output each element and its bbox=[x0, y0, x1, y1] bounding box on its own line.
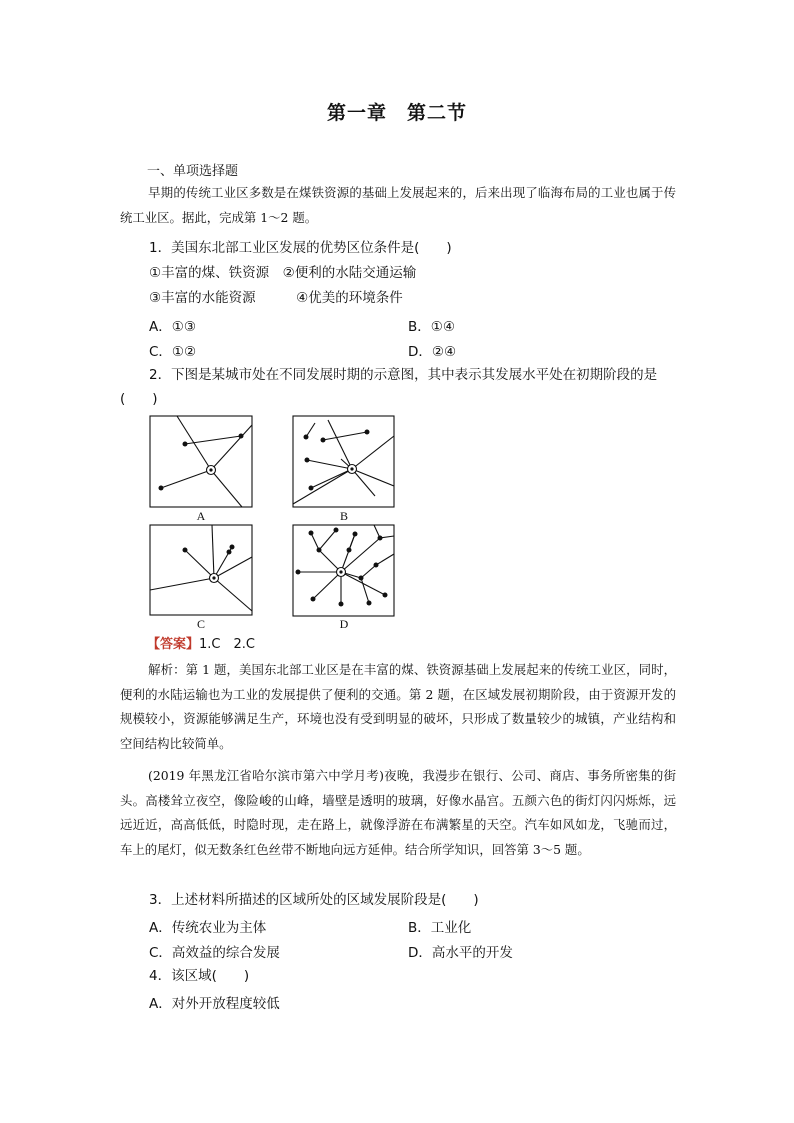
passage-paragraph bbox=[120, 764, 676, 862]
question-3-option-d: D．高水平的开发 bbox=[408, 945, 513, 961]
answer-label: 【答案】 bbox=[147, 637, 200, 652]
panel-c-frame bbox=[150, 525, 252, 615]
question-1-option-b: B．①④ bbox=[408, 319, 455, 335]
passage-text: (2019 年黑龙江省哈尔滨市第六中学月考)夜晚，我漫步在银行、公司、商店、事务所密集的街头。高楼耸立夜空，像险峻的山峰，墙壁是透明的玻璃，好像水晶宫。五颜六色的街灯闪闪烁烁，远远近近，高高低低，时隐时现，走在路上，就像浮游在布满繁星的天空。汽车如风如龙，飞驰而过，车上的尾灯，似无数条红色丝带不断地向远方延伸。结合所学知识，回答第 3～5 题。 bbox=[120, 768, 676, 857]
question-1-option-d: D．②④ bbox=[408, 344, 457, 360]
explanation-paragraph bbox=[120, 658, 676, 756]
panel-c-label: C bbox=[196, 617, 206, 631]
question-4-option-a: A．对外开放程度较低 bbox=[149, 996, 280, 1012]
question-2-stem: 2．下图是某城市处在不同发展时期的示意图，其中表示其发展水平处在初期阶段的是 bbox=[149, 367, 658, 383]
question-1-option-a: A．①③ bbox=[149, 319, 196, 335]
panel-a-label: A bbox=[196, 509, 206, 523]
question-3-option-b: B．工业化 bbox=[408, 920, 472, 936]
question-1-option-c: C．①② bbox=[149, 344, 197, 360]
explanation-text: 解析：第 1 题，美国东北部工业区是在丰富的煤、铁资源基础上发展起来的传统工业区，同时，便利的水陆运输也为工业的发展提供了便利的交通。第 2 题，在区域发展初期阶段，由于资源开发的规模较小，资源能够满足生产，环境也没有受到明显的破坏，只形成了数量较少的城镇，产业结构和空间结构比较简单。 bbox=[120, 662, 676, 751]
intro-paragraph bbox=[120, 181, 676, 230]
question-2-stem-bracket: ( ) bbox=[120, 391, 158, 407]
question-1-stem: 1．美国东北部工业区发展的优势区位条件是( ) bbox=[149, 240, 452, 256]
question-3-stem: 3．上述材料所描述的区域所处的区域发展阶段是( ) bbox=[149, 892, 479, 908]
question-4-stem: 4．该区域( ) bbox=[149, 968, 250, 984]
question-1-item-line-2: ③丰富的水能资源 ④优美的环境条件 bbox=[149, 290, 403, 306]
panel-d-label: D bbox=[339, 617, 349, 631]
question-3-option-c: C．高效益的综合发展 bbox=[149, 945, 280, 961]
panel-b-label: B bbox=[339, 509, 349, 523]
question-1-item-line-1: ①丰富的煤、铁资源 ②便利的水陆交通运输 bbox=[149, 265, 417, 281]
page-title: 第一章 第二节 bbox=[326, 102, 467, 124]
answer-line bbox=[147, 636, 255, 654]
section-heading: 一、单项选择题 bbox=[147, 164, 239, 179]
city-development-diagram bbox=[148, 412, 400, 637]
question-3-option-a: A．传统农业为主体 bbox=[149, 920, 267, 936]
answer-value: 1.C 2.C bbox=[199, 637, 255, 652]
intro-text: 早期的传统工业区多数是在煤铁资源的基础上发展起来的，后来出现了临海布局的工业也属于传统工业区。据此，完成第 1～2 题。 bbox=[120, 185, 676, 225]
panel-a-frame bbox=[150, 416, 252, 507]
